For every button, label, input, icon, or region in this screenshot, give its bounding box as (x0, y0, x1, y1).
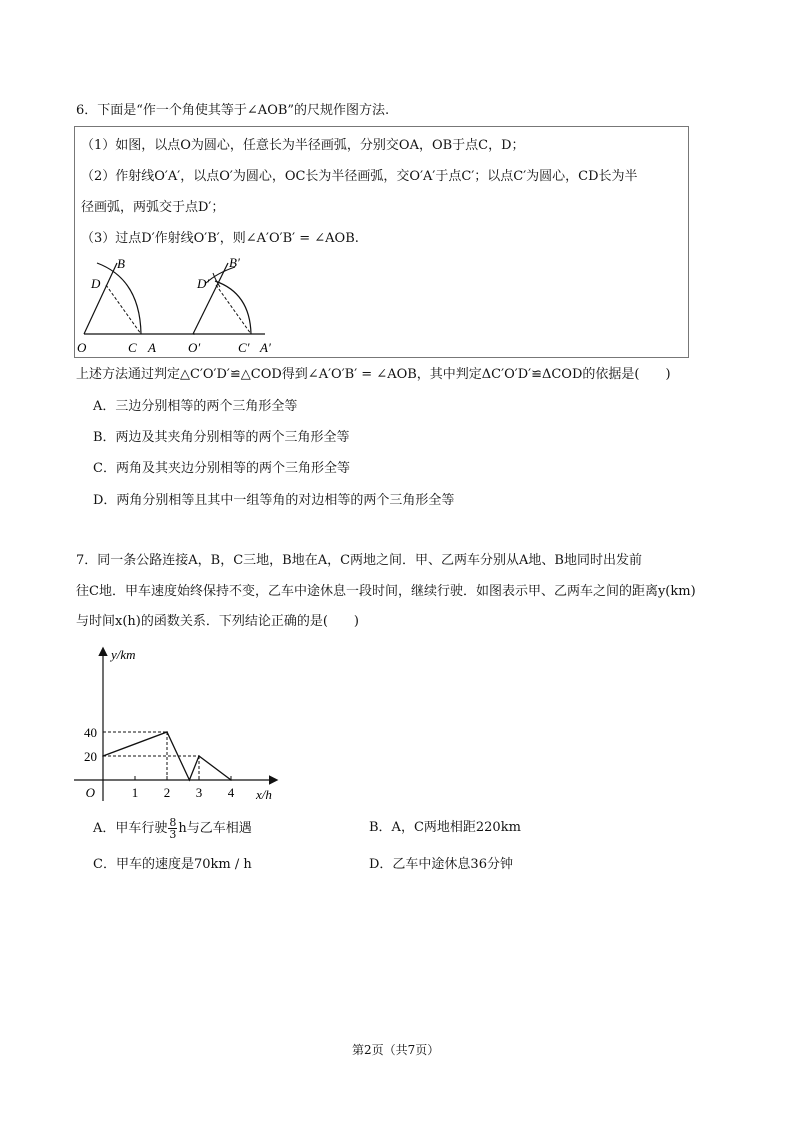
fraction-eight-thirds (168, 817, 177, 840)
series-point (166, 731, 168, 733)
q6-step2a: （2）作射线O′A′，以点O′为圆心，OC长为半径画弧，交O′A′于点C′；以点C′为圆心，CD长为半 (81, 169, 638, 184)
q7-option-a-post: h与乙车相遇 (178, 821, 252, 836)
label-O-prime: O′ (188, 340, 201, 355)
q6-question: 上述方法通过判定△C′O′D′≌△COD得到∠A′O′B′ = ∠AOB，其中判定ΔC′O′D′≌ΔCOD的依据是( ) (76, 367, 671, 382)
series-point (102, 755, 104, 757)
q7-line1: 7．同一条公路连接A，B，C三地，B地在A，C两地之间．甲、乙两车分别从A地、B地同时出发前 (76, 553, 642, 568)
label-D: D (91, 276, 101, 291)
q6-stem: 6．下面是“作一个角使其等于∠AOB”的尺规作图方法. (76, 103, 390, 118)
q6-option-d: D．两角分别相等且其中一组等角的对边相等的两个三角形全等 (93, 493, 455, 508)
page-footer: 第2页（共7页） (352, 1043, 440, 1057)
q6-option-b: B．两边及其夹角分别相等的两个三角形全等 (93, 430, 350, 445)
label-A-prime: A′ (260, 340, 271, 355)
x-tick-label: 4 (227, 785, 235, 800)
figure-original-angle (77, 256, 195, 355)
y-axis-label: y/km (111, 647, 136, 662)
q6-option-c: C．两角及其夹边分别相等的两个三角形全等 (93, 461, 350, 476)
label-A: A (148, 340, 156, 355)
q7-distance-time-chart (74, 643, 284, 805)
label-D-prime: D′ (197, 276, 210, 291)
series-point (198, 755, 200, 757)
q7-option-a-pre: A．甲车行驶 (93, 821, 168, 836)
series-point (189, 779, 191, 781)
origin-label: O (85, 785, 95, 800)
q7-line3: 与时间x(h)的函数关系．下列结论正确的是( ) (76, 614, 359, 629)
q6-option-a: A．三边分别相等的两个三角形全等 (93, 399, 298, 414)
x-tick-label: 1 (131, 785, 139, 800)
x-axis-label: x/h (256, 787, 272, 802)
label-C: C (128, 340, 137, 355)
y-tick-label: 20 (84, 749, 97, 764)
x-tick-label: 3 (195, 785, 203, 800)
q6-construction-box (74, 126, 689, 358)
q7-line2: 往C地．甲车速度始终保持不变，乙车中途休息一段时间，继续行驶．如图表示甲、乙两车之间的距离y(km) (76, 584, 696, 599)
label-B-prime: B′ (229, 255, 240, 270)
y-tick-label: 40 (84, 725, 97, 740)
series-point (230, 779, 232, 781)
fraction-numerator: 8 (169, 816, 177, 829)
label-C-prime: C′ (238, 340, 250, 355)
chart-guide-lines (103, 732, 199, 780)
q7-option-d: D．乙车中途休息36分钟 (369, 857, 513, 872)
x-tick-label: 2 (163, 785, 171, 800)
q7-option-b: B．A，C两地相距220km (369, 820, 521, 835)
q7-option-a (93, 817, 252, 840)
chart-tick-labels (84, 647, 272, 802)
fraction-denominator: 3 (169, 828, 177, 841)
q6-step3: （3）过点D′作射线O′B′，则∠A′O′B′ = ∠AOB. (81, 231, 359, 246)
chart-axes (74, 649, 276, 801)
figure-constructed-angle (188, 255, 271, 355)
q6-step1: （1）如图，以点O为圆心，任意长为半径画弧，分别交OA，OB于点C，D； (81, 138, 525, 153)
q6-step2b: 径画弧，两弧交于点D′； (81, 200, 225, 215)
q6-construction-figure (75, 255, 295, 359)
label-B: B (117, 256, 125, 271)
label-O: O (77, 340, 87, 355)
q7-option-c: C．甲车的速度是70km / h (93, 857, 252, 872)
